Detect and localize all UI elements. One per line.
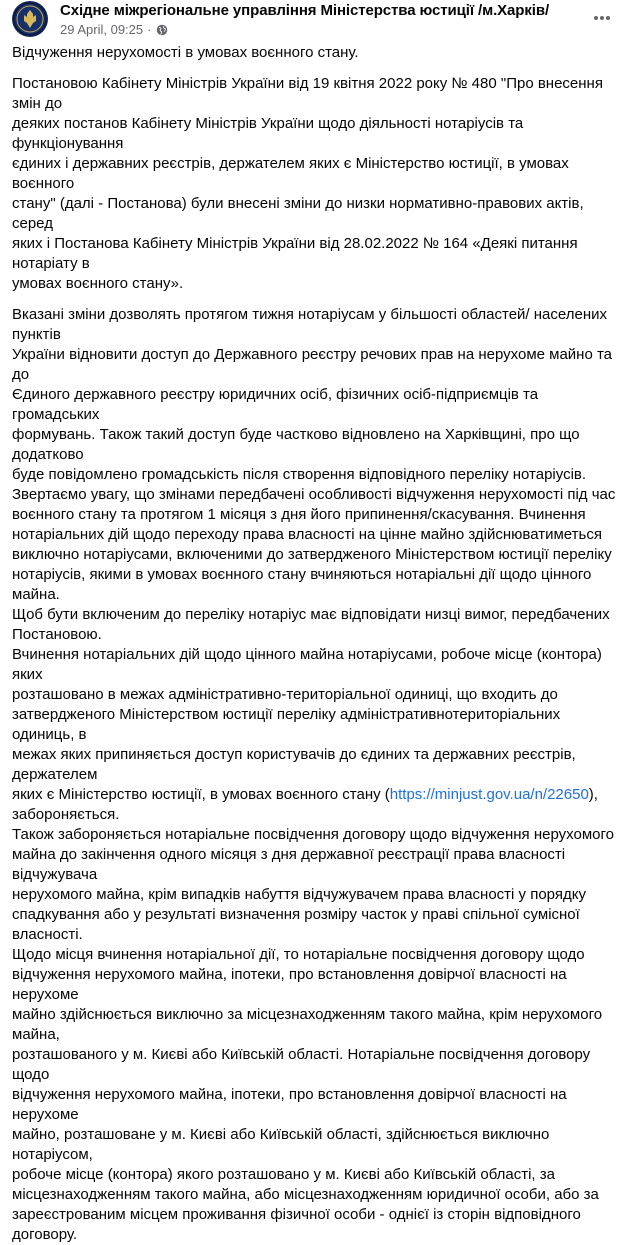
post-paragraph: Постановою Кабінету Міністрів України від 19 квітня 2022 року № 480 "Про внесення змін до деяких постанов Кабінету Міністрів України щодо діяльності нотаріусів та функціонування єдиних і державних реєстрів, держателем яких є Міністерство юстиції, в умовах воєнного стану" (далі - Постанова) були внесені зміни до низки нормативно-правових актів, серед яких і Постанова Кабінету Міністрів України від 28.02.2022 № 164 «Деякі питання нотаріату в умовах воєнного стану».	[12, 75, 603, 292]
meta-separator: ·	[147, 22, 152, 37]
paragraph-text: Вказані зміни дозволять протягом тижня нотаріусам у більшості областей/ населених пунктів України відновити доступ до Державного реєстру речових прав на нерухоме майно та до Єдиного державного реєстру юридичних осіб, фізичних осіб-підприємців та громадських формувань. Також такий доступ буде частково відновлено на Харківщині, про що додатково буде повідомлено громадськість після створення відповідного переліку нотаріусів. Звертаємо увагу, що змінами передбачені особливості відчуження нерухомості під час воєнного стану та протягом 1 місяця з дня його припинення/скасування. Вчинення нотаріальних дій щодо переходу права власності на цінне майно здійснюватиметься виключно нотаріусами, включеними до затвердженого Міністерством юстиції переліку нотаріусів, якими в умовах воєнного стану вчиняються нотаріальні дії щодо цінного майна. Щоб бути включеним до переліку нотаріус має відповідати низці вимог, передбачених Постановою. Вчинення нотаріальних дій щодо цінного майна нотаріусами, робоче місце (контора) яких розташовано в межах адміністративно-територіальної одиниці, що входить до затвердженого Міністерством юстиції переліку адміністративнотериторіальних одиниць, в межах яких припиняється доступ користувачів до єдиних та державних реєстрів, держателем яких є Міністерство юстиції, в умовах воєнного стану (	[12, 306, 616, 803]
globe-icon[interactable]	[156, 24, 168, 36]
more-options-button[interactable]	[588, 4, 616, 32]
page-name[interactable]: Східне міжрегіональне управління Міністерства юстиції /м.Харків/	[60, 2, 550, 19]
post-body	[12, 43, 618, 1245]
post-header	[0, 0, 626, 46]
post-meta	[60, 22, 168, 37]
paragraph-text: ), забороняється.	[12, 786, 598, 823]
post-paragraph	[12, 305, 618, 825]
post-paragraph: Також забороняється нотаріальне посвідчення договору щодо відчуження нерухомого майна до закінчення одного місяця з дня державної реєстрації права власності відчужувача нерухомого майна, крім випадків набуття відчужувачем права власності у порядку спадкування або у результаті визначення розміру часток у праві спільної сумісної власності. Щодо місця вчинення нотаріальної дії, то нотаріальне посвідчення договору щодо відчуження нерухомого майна, іпотеки, про встановлення довірчої власності на нерухоме майно здійснюється виключно за місцезнаходженням такого майна, крім нерухомого майна, розташованого у м. Києві або Київській області. Нотаріальне посвідчення договору щодо відчуження нерухомого майна, іпотеки, про встановлення довірчої власності на нерухоме майно, розташоване у м. Києві або Київській області, здійснюється виключно нотаріусом, робоче місце (контора) якого розташовано у м. Києві або Київській області, за місцезнаходженням такого майна, або місцезнаходженням юридичної особи, або за зареєстрованим місцем проживання фізичної особи - однієї із сторін відповідного договору.	[12, 826, 614, 1243]
emblem-icon	[12, 1, 48, 37]
more-horizontal-icon	[592, 8, 612, 28]
page-avatar[interactable]	[12, 1, 48, 37]
post-timestamp[interactable]: 29 April, 09:25	[60, 22, 144, 37]
minjust-link[interactable]: https://minjust.gov.ua/n/22650	[389, 786, 589, 803]
post-paragraph-title: Відчуження нерухомості в умовах воєнного стану.	[12, 44, 359, 61]
